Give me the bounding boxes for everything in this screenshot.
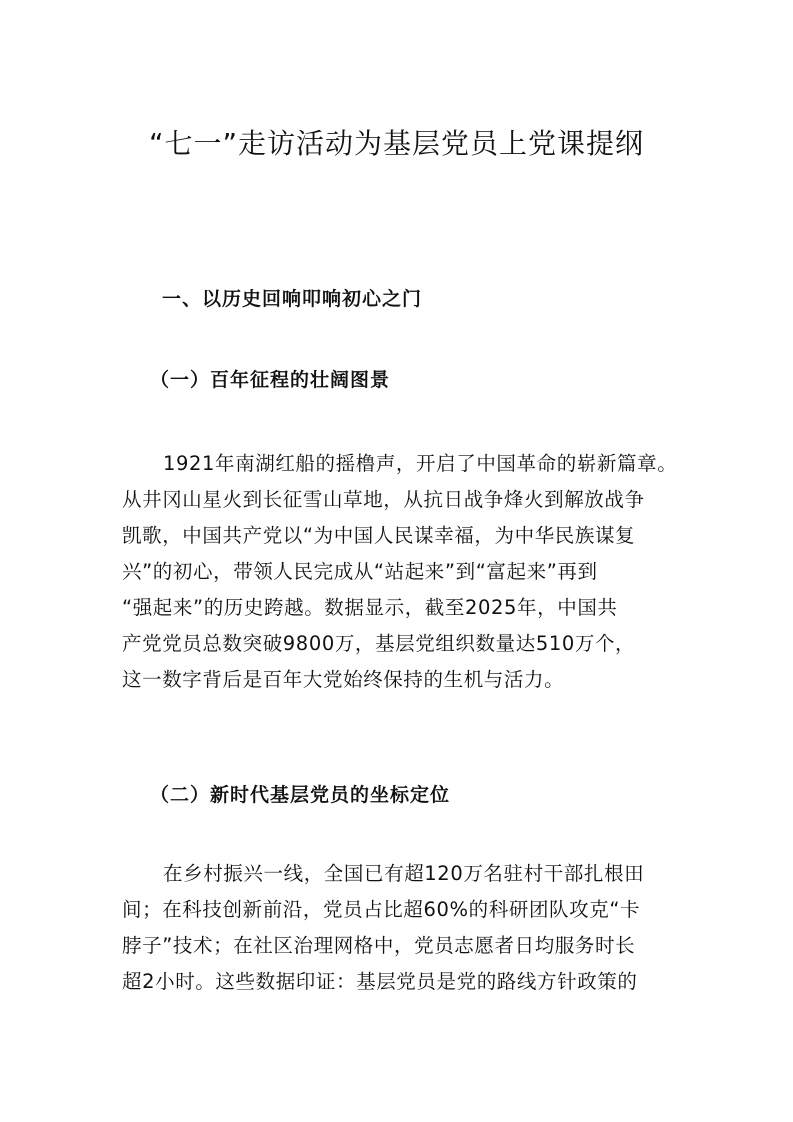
subsection-heading-1: （一）百年征程的壮阔图景 — [150, 369, 391, 391]
paragraph-line: 这一数字背后是百年大党始终保持的生机与活力。 — [122, 668, 565, 691]
paragraph-line: 产党党员总数突破9800万，基层党组织数量达510万个， — [122, 632, 636, 655]
paragraph-line: “强起来”的历史跨越。数据显示，截至2025年，中国共 — [122, 596, 618, 619]
paragraph-line: 从井冈山星火到长征雪山草地，从抗日战争烽火到解放战争 — [122, 488, 645, 511]
paragraph-line: 脖子”技术；在社区治理网格中，党员志愿者日均服务时长 — [122, 934, 636, 957]
paragraph-1 — [122, 446, 712, 698]
paragraph-line: 1921年南湖红船的摇橹声，开启了中国革命的崭新篇章。 — [163, 452, 678, 475]
paragraph-line: 间；在科技创新前沿，党员占比超60%的科研团队攻克“卡 — [122, 898, 641, 921]
document-title: “七一”走访活动为基层党员上党课提纲 — [148, 127, 644, 160]
paragraph-line: 超2小时。这些数据印证：基层党员是党的路线方针政策的 — [122, 970, 638, 993]
paragraph-line: 在乡村振兴一线，全国已有超120万名驻村干部扎根田 — [163, 862, 645, 885]
paragraph-2 — [122, 856, 712, 1000]
subsection-heading-2: （二）新时代基层党员的坐标定位 — [150, 784, 451, 806]
paragraph-line: 凯歌，中国共产党以“为中国人民谋幸福，为中华民族谋复 — [122, 524, 636, 547]
paragraph-line: 兴”的初心，带领人民完成从“站起来”到“富起来”再到 — [122, 560, 598, 583]
section-heading-1: 一、以历史回响叩响初心之门 — [162, 288, 423, 310]
